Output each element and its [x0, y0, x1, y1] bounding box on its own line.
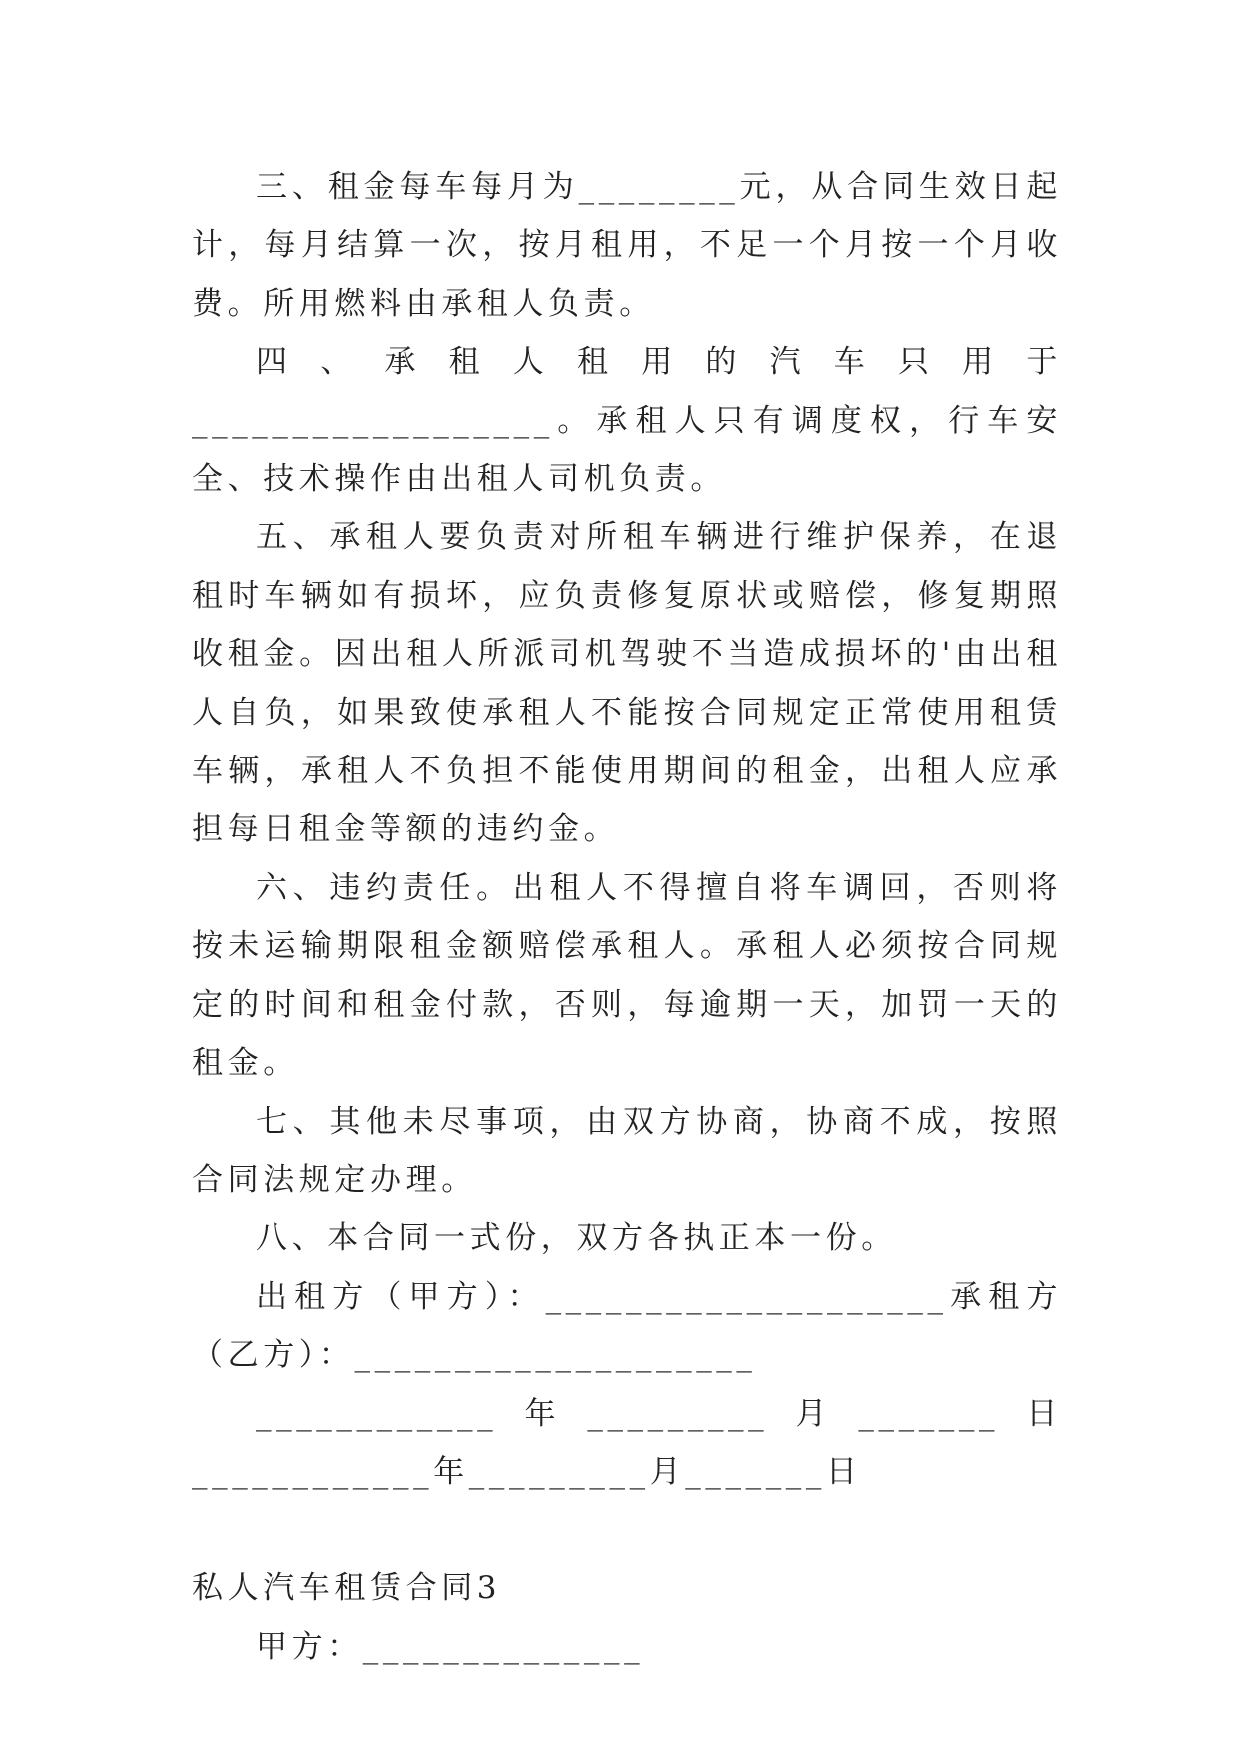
clause-6-liability: 六、违约责任。出租人不得擅自将车调回，否则将按未运输期限租金额赔偿承租人。承租人必须按合同规定的时间和租金付款，否则，每逾期一天，加罚一天的租金。	[192, 869, 1062, 1082]
clause-3-rent: 三、租金每车每月为________元，从合同生效日起计，每月结算一次，按月租用，不足一个月按一个月收费。所用燃料由承租人负责。	[192, 169, 1062, 322]
section-title: 私人汽车租赁合同3	[192, 1570, 502, 1607]
party-a-line: 甲方：______________	[256, 1628, 645, 1665]
section-gap	[192, 1501, 1062, 1559]
clause-5-maintenance: 五、承租人要负责对所租车辆进行维护保养，在退租时车辆如有损坏，应负责修复原状或赔偿，修复期照收租金。因出租人所派司机驾驶不当造成损坏的'由出租人自负，如果致使承租人不能按合同规定正常使用租赁车辆，承租人不负担不能使用期间的租金，出租人应承担每日租金等额的违约金。	[192, 519, 1062, 848]
date-line: ____________年_________月_______日____________年_________月_______日	[192, 1395, 1062, 1490]
clause-7-other-matters: 七、其他未尽事项，由双方协商，协商不成，按照合同法规定办理。	[192, 1103, 1062, 1198]
signature-line: 出租方（甲方）：____________________承租方（乙方）：____________________	[192, 1278, 1062, 1374]
clause-8-copies: 八、本合同一式份，双方各执正本一份。	[256, 1220, 897, 1257]
document-body	[192, 158, 1062, 1676]
clause-4-usage: 四、承租人租用的汽车只用于__________________。承租人只有调度权，行车安全、技术操作由出租人司机负责。	[192, 344, 1062, 498]
